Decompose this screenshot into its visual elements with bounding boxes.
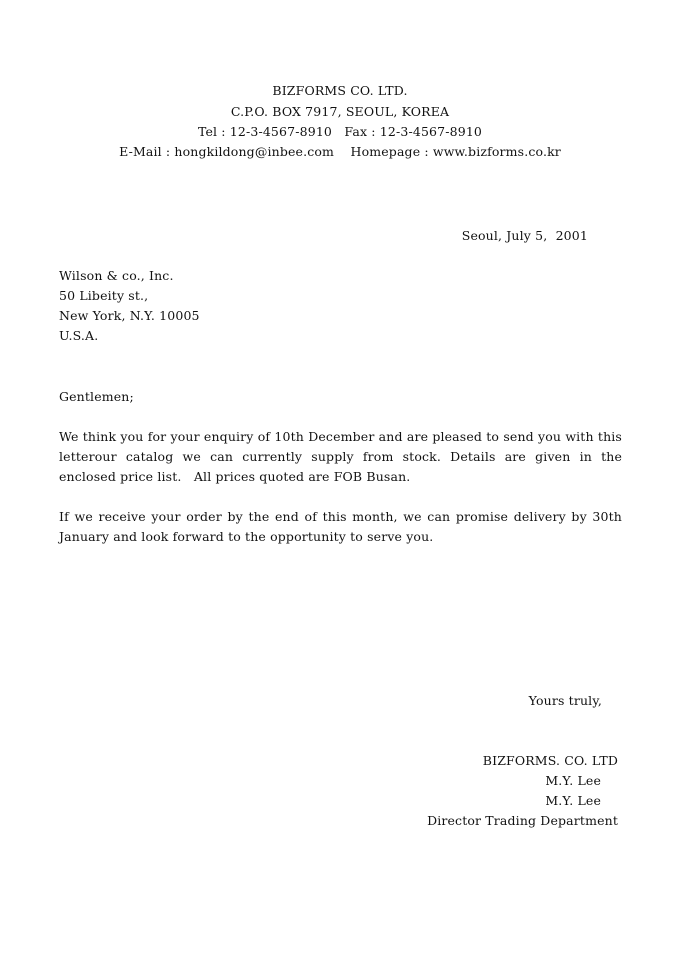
letterhead-email-web: E-Mail : hongkildong@inbee.com Homepage : www.bizforms.co.kr — [119, 144, 561, 159]
signature-name: M.Y. Lee — [545, 793, 601, 808]
recipient-city: New York, N.Y. 10005 — [59, 308, 200, 323]
letter-date: Seoul, July 5, 2001 — [461, 228, 588, 243]
recipient-name: Wilson & co., Inc. — [59, 268, 174, 283]
signature-name: M.Y. Lee — [545, 773, 601, 788]
closing: Yours truly, — [528, 693, 602, 708]
signature-company: BIZFORMS. CO. LTD — [482, 753, 618, 768]
body-paragraph-2 — [59, 507, 622, 547]
salutation: Gentlemen; — [59, 389, 134, 404]
letterhead-address: C.P.O. BOX 7917, SEOUL, KOREA — [230, 104, 450, 119]
body-paragraph-1-text: We think you for your enquiry of 10th December and are pleased to send you with this letterour catalog we can currently supply from stock. Details are given in the enclosed price list. All prices quoted are FOB Busan. — [59, 429, 627, 484]
recipient-street: 50 Libeity st., — [59, 288, 149, 303]
letterhead-company: BIZFORMS CO. LTD. — [272, 83, 408, 98]
recipient-country: U.S.A. — [59, 328, 99, 343]
body-paragraph-1 — [59, 427, 627, 487]
body-paragraph-2-text: If we receive your order by the end of this month, we can promise delivery by 30th January and look forward to the opportunity to serve you. — [59, 509, 622, 544]
letterhead-phone-fax: Tel : 12-3-4567-8910 Fax : 12-3-4567-8910 — [197, 124, 483, 139]
signature-title: Director Trading Department — [427, 813, 618, 828]
